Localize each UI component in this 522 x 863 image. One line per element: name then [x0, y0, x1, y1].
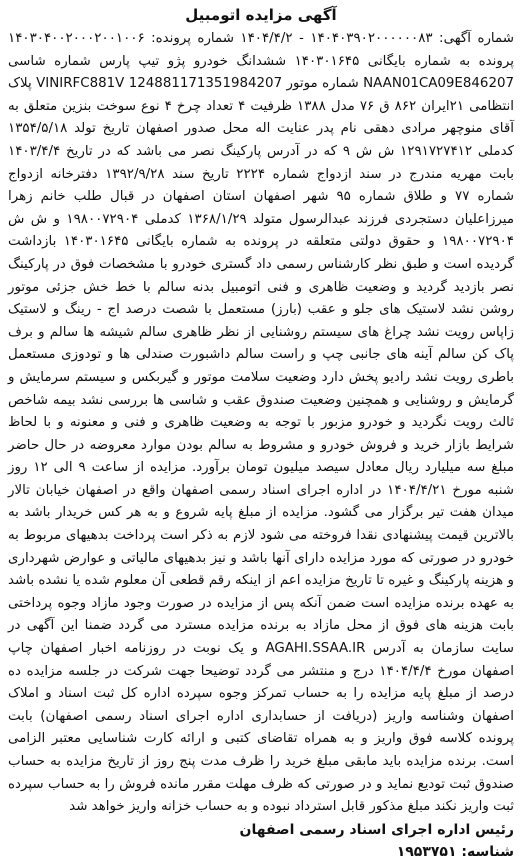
signature-id: شناسه: ۱۹۵۳۷۵۱ — [396, 843, 514, 860]
notice-title: آگهی مزایده اتومبیل — [185, 6, 337, 24]
signature-title: رئیس اداره اجرای اسناد رسمی اصفهان — [239, 821, 514, 838]
notice-body: شماره آگهی: ۱۴۰۴۰۳۹۰۲۰۰۰۰۰۰۸۳ - ۱۴۰۴/۴/۲ شماره پرونده: ۱۴۰۳۰۴۰۰۲۰۰۰۲۰۰۱۰۰۶ پرونده به شماره بایگانی ۱۴۰۳۰۱۶۴۵ ششدانگ خودرو پژو تیپ پارس شماره شاسی NAAN01CA09E846207 شماره موتور 124881171351984207 VINIRFC881V پلاک انتظامی ۲۱ایران ۸۶۲ ق ۷۶ مدل ۱۳۸۸ ظرفیت ۴ تعداد چرخ ۴ نوع سوخت بنزین متعلق به آقای منوچهر مرادی دهقی نام پدر عنایت اله محل صدور اصفهان تاریخ تولد ۱۳۵۴/۵/۱۸ کدملی ۱۲۹۱۷۲۷۴۱۲ ش ش ۹ که در آدرس پارکینگ نصر می باشد که در تاریخ ۱۴۰۳/۴/۴ بابت مهریه مندرج در سند ازدواج شماره ۲۲۲۴ تاریخ سند ۱۳۹۲/۹/۲۸ دفترخانه ازدواج شماره ۷۷ و طلاق شماره ۹۵ شهر اصفهان استان اصفهان در قبال طلب خانم زهرا میرزاعلیان دستجردی فرزند عبدالرسول متولد ۱۳۶۸/۱/۲۹ کدملی ۱۹۸۰۰۷۲۹۰۴ و ش ش ۱۹۸۰۰۷۲۹۰۴ و حقوق دولتی متعلقه در پرونده به شماره بایگانی ۱۴۰۳۰۱۶۴۵ بازداشت گردیده است و طبق نظر کارشناس رسمی داد گستری خودرو با مشخصات فوق در پارکینگ نصر بازدید گردید و وضعیت ظاهری و فنی اتومبیل بدنه سالم با خط خش جزئی موتور روشن نشد لاستیک های جلو و عقب (بارز) مستعمل با شصت درصد اج - رینگ و لاستیک زاپاس رویت نشد چراغ های سیستم روشنایی از نظر ظاهری سالم شیشه ها سالم و برف پاک کن سالم آینه های جانبی چپ و راست سالم داشبورت صندلی ها و تودوزی مستعمل باطری رویت نشد رادیو پخش دارد وضعیت سلامت موتور و گیربکس و سیستم سرمایش و گرمایش و روشنایی و همچنین وضعیت صندوق عقب و شاسی ها بررسی نشد بیمه شاخص ثالث رویت نگردید و خودرو مزبور با توجه به وضعیت ظاهری و فنی و معنونه و با لحاظ شرایط بازار خرید و فروش خودرو و مشروط به سالم بودن موارد معروضه در حال حاضر مبلغ سه میلیارد ریال معادل سیصد میلیون تومان برآورد. مزایده از ساعت ۹ الی ۱۲ روز شنبه مورخ ۱۴۰۴/۴/۲۱ در اداره اجرای اسناد رسمی اصفهان واقع در اصفهان خیابان تالار میدان هفت تیر برگزار می گشود. مزایده از مبلغ پایه شروع و به هر کس خریدار باشد به بالاترین قیمت پیشنهادی نقدا فروخته می شود لازم به ذکر است پرداخت بدهیهای مربوط به خودرو در صورتی که مورد مزایده دارای آنها باشد و نیز بدهیهای مالیاتی و عوارض شهرداری و هزینه پارکینگ و غیره تا تاریخ مزایده اعم از اینکه رقم قطعی آن معلوم شده یا نشده باشد به عهده برنده مزایده است ضمن آنکه پس از مزایده در صورت وجود مازاد وجوه پرداختی بابت هزینه های فوق از محل مازاد به برنده مزایده مسترد می گردد ضمنا این آگهی در سایت سازمان به آدرس AGAHI.SSAA.IR و یک نوبت در روزنامه اخبار اصفهان چاپ اصفهان مورخ ۱۴۰۴/۴/۴ درج و منتشر می گردد توضیحا جهت شرکت در جلسه مزایده ده درصد از مبلغ پایه مزایده را به حساب تمرکز وجوه سپرده اداره کل ثبت اسناد و املاک اصفهان وشناسه واریز (دریافت از حسابداری اداره اجرای اسناد رسمی اصفهان) بابت پرونده کلاسه فوق واریز و به همراه تقاضای کتبی و ارائه کارت شناسایی معتبر الزامی است. برنده مزایده باید مابقی مبلغ خرید را ظرف مدت پنج روز از تاریخ مزایده به حساب صندوق ثبت تودیع نماید و در صورتی که ظرف مهلت مقرر مانده فروش را به حساب سپرده ثبت واریز نکند مبلغ مذکور قابل استرداد نبوده و به حساب خزانه واریز خواهد شد — [8, 31, 515, 815]
signature-block — [8, 819, 514, 863]
